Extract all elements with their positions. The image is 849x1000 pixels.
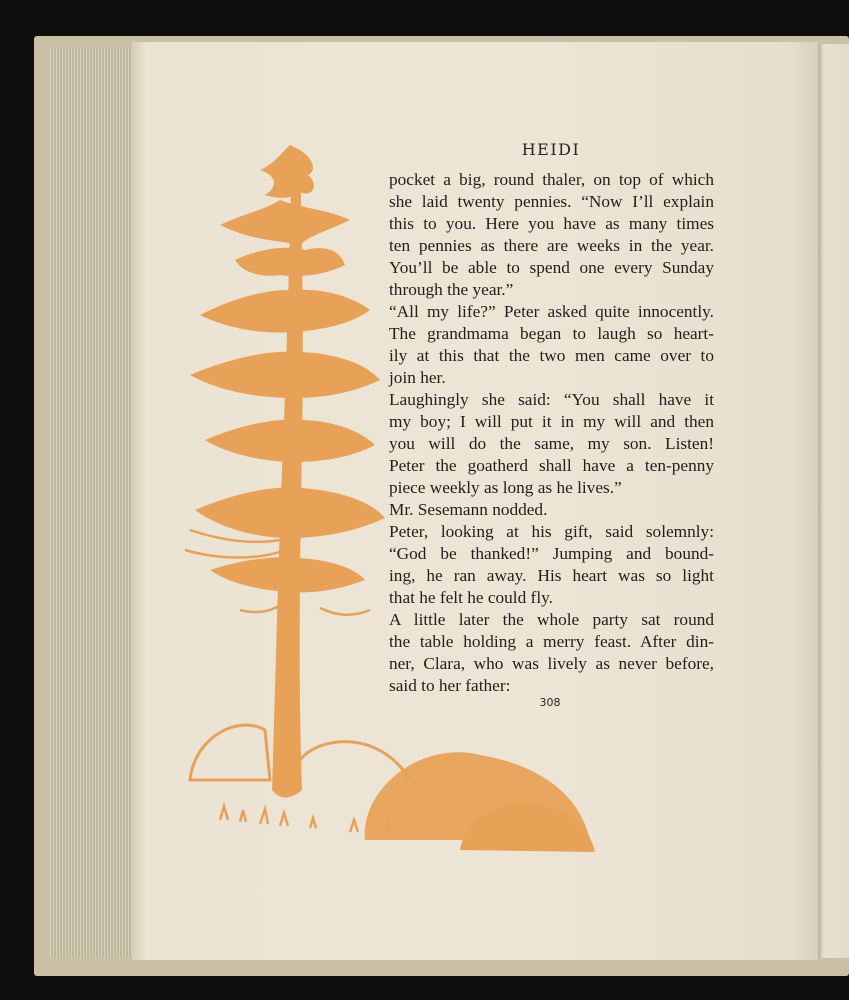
- page-edges: [50, 48, 133, 958]
- foliage-shape: [205, 420, 375, 462]
- text-line: piece weekly as long as he lives.”: [389, 478, 622, 497]
- text-line: The grandmama began to laugh so heart-: [389, 324, 714, 343]
- running-head: HEIDI: [521, 140, 581, 159]
- text-line: ing, he ran away. His heart was so light: [389, 566, 714, 585]
- foliage-shape: [210, 557, 365, 592]
- facing-page-edge: [818, 44, 849, 958]
- text-line: she laid twenty pennies. “Now I’ll explain: [389, 192, 714, 211]
- foliage-shape: [190, 352, 380, 398]
- text-line: ten pennies as there are weeks in the year.: [389, 236, 714, 255]
- text-line: join her.: [389, 368, 446, 387]
- rock-shape: [190, 725, 270, 780]
- text-line: through the year.”: [389, 280, 514, 299]
- text-line: my boy; I will put it in my will and then: [389, 412, 714, 431]
- text-line: that he felt he could fly.: [389, 588, 553, 607]
- text-line: Laughingly she said: “You shall have it: [389, 390, 714, 409]
- text-line: Peter the goatherd shall have a ten-penny: [389, 456, 714, 475]
- text-line: said to her father:: [389, 676, 511, 695]
- rock-shape: [300, 742, 410, 780]
- text-line: You’ll be able to spend one every Sunday: [389, 258, 714, 277]
- foliage-shape: [220, 200, 350, 245]
- foliage-shape: [200, 290, 370, 333]
- text-line: pocket a big, round thaler, on top of which: [389, 170, 714, 189]
- text-line: Mr. Sesemann nodded.: [389, 500, 548, 519]
- text-line: “All my life?” Peter asked quite innocently.: [389, 302, 714, 321]
- text-line: this to you. Here you have as many times: [389, 214, 714, 233]
- text-line: A little later the whole party sat round: [389, 610, 714, 629]
- foliage-shape: [260, 145, 314, 198]
- text-line: you will do the same, my son. Listen!: [389, 434, 714, 453]
- foliage-shape: [235, 248, 345, 276]
- text-line: ner, Clara, who was lively as never before,: [389, 654, 714, 673]
- foliage-shape: [195, 487, 385, 538]
- text-line: ily at this that the two men came over to: [389, 346, 714, 365]
- text-line: the table holding a merry feast. After din-: [389, 632, 714, 651]
- text-line: “God be thanked!” Jumping and bound-: [389, 544, 714, 563]
- body-text: [389, 169, 714, 697]
- page-number: 308: [539, 696, 561, 709]
- text-line: Peter, looking at his gift, said solemnly:: [389, 522, 714, 541]
